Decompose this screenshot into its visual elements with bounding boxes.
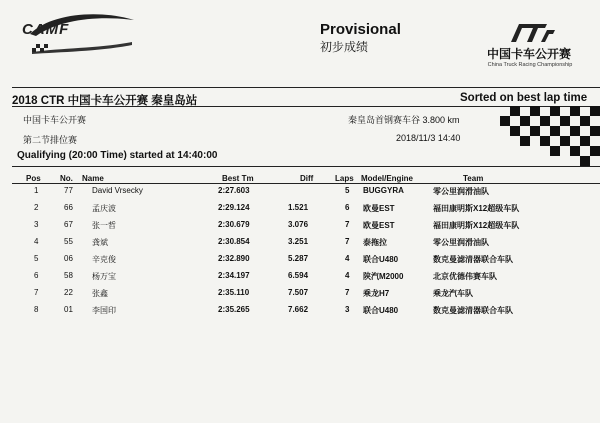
cell-diff: 3.076 bbox=[288, 220, 309, 229]
cell-diff: 7.507 bbox=[288, 288, 309, 297]
cell-best: 2:35.110 bbox=[218, 288, 250, 297]
cell-laps: 6 bbox=[345, 203, 350, 212]
cell-model: BUGGYRA bbox=[363, 186, 404, 195]
cell-laps: 3 bbox=[345, 305, 350, 314]
cell-diff: 3.251 bbox=[288, 237, 309, 246]
camf-logo-text: CAMF bbox=[22, 21, 70, 38]
cell-no: 06 bbox=[64, 254, 73, 263]
ctr-logo-en: China Truck Racing Championship bbox=[487, 62, 573, 68]
table-row bbox=[0, 305, 600, 321]
cell-no: 67 bbox=[64, 220, 73, 229]
col-no-header: No. bbox=[60, 174, 73, 183]
cell-model: 欧曼EST bbox=[363, 204, 395, 213]
cell-team: 福田康明斯X12超级车队 bbox=[433, 204, 520, 213]
cell-model: 乘龙H7 bbox=[363, 289, 390, 298]
cell-diff: 1.521 bbox=[288, 203, 309, 212]
table-row bbox=[0, 237, 600, 253]
ctr-mark-icon bbox=[507, 22, 557, 44]
cell-pos: 8 bbox=[34, 305, 39, 314]
cell-best: 2:35.265 bbox=[218, 305, 250, 314]
championship-name: 中国卡车公开赛 bbox=[23, 115, 87, 125]
header-rule bbox=[12, 87, 600, 88]
table-row bbox=[0, 203, 600, 219]
cell-no: 77 bbox=[64, 186, 73, 195]
col-best-header: Best Tm bbox=[222, 174, 254, 183]
cell-no: 22 bbox=[64, 288, 73, 297]
cell-no: 66 bbox=[64, 203, 73, 212]
cell-laps: 7 bbox=[345, 237, 350, 246]
cell-best: 2:27.603 bbox=[218, 186, 250, 195]
cell-pos: 2 bbox=[34, 203, 39, 212]
cell-laps: 4 bbox=[345, 254, 350, 263]
cell-no: 55 bbox=[64, 237, 73, 246]
col-model-header: Model/Engine bbox=[361, 174, 413, 183]
section-rule bbox=[12, 166, 600, 167]
cell-pos: 7 bbox=[34, 288, 39, 297]
cell-team: 零公里润滑油队 bbox=[433, 238, 489, 247]
cell-pos: 1 bbox=[34, 186, 39, 195]
cell-best: 2:32.890 bbox=[218, 254, 250, 263]
table-row bbox=[0, 271, 600, 287]
cell-name: 孟庆波 bbox=[92, 204, 116, 213]
cell-diff: 7.662 bbox=[288, 305, 309, 314]
cell-laps: 5 bbox=[345, 186, 350, 195]
cell-team: 数克曼滤清器联合车队 bbox=[433, 255, 513, 264]
cell-model: 联合U480 bbox=[363, 306, 399, 315]
track-info: 秦皇岛首钢赛车谷 3.800 km bbox=[348, 115, 460, 125]
cell-no: 01 bbox=[64, 305, 73, 314]
cell-best: 2:30.854 bbox=[218, 237, 250, 246]
ctr-logo-cn: 中国卡车公开赛 bbox=[486, 47, 571, 61]
cell-team: 零公里润滑油队 bbox=[433, 187, 489, 196]
cell-best: 2:29.124 bbox=[218, 203, 250, 212]
cell-team: 乘龙汽车队 bbox=[433, 289, 473, 298]
provisional-label-cn: 初步成绩 bbox=[320, 40, 369, 54]
cell-name: 杨万宝 bbox=[92, 272, 116, 281]
cell-model: 联合U480 bbox=[363, 255, 399, 264]
cell-diff: 5.287 bbox=[288, 254, 309, 263]
col-team-header: Team bbox=[463, 174, 484, 183]
cell-model: 欧曼EST bbox=[363, 221, 395, 230]
cell-model: 陕汽M2000 bbox=[363, 272, 404, 281]
table-row bbox=[0, 254, 600, 270]
cell-pos: 6 bbox=[34, 271, 39, 280]
col-laps-header: Laps bbox=[335, 174, 354, 183]
provisional-label: Provisional bbox=[320, 21, 401, 38]
col-diff-header: Diff bbox=[300, 174, 314, 183]
cell-model: 泰拖拉 bbox=[363, 238, 387, 247]
session-datetime: 2018/11/3 14:40 bbox=[396, 133, 461, 143]
cell-best: 2:30.679 bbox=[218, 220, 250, 229]
qualifying-info: Qualifying (20:00 Time) started at 14:40:00 bbox=[17, 150, 218, 161]
cell-pos: 4 bbox=[34, 237, 39, 246]
session-name: 第二节排位赛 bbox=[23, 135, 78, 145]
checkered-flag-icon bbox=[500, 106, 600, 166]
header-underline bbox=[12, 183, 600, 184]
cell-diff: 6.594 bbox=[288, 271, 309, 280]
cell-pos: 3 bbox=[34, 220, 39, 229]
event-title: 2018 CTR 中国卡车公开赛 秦皇岛站 bbox=[12, 95, 198, 107]
cell-team: 福田康明斯X12超级车队 bbox=[433, 221, 520, 230]
cell-name: David Vrsecky bbox=[92, 186, 143, 195]
cell-name: 辛克俊 bbox=[92, 255, 116, 264]
cell-laps: 7 bbox=[345, 288, 350, 297]
cell-name: 李国印 bbox=[92, 306, 116, 315]
col-name-header: Name bbox=[82, 174, 104, 183]
cell-laps: 4 bbox=[345, 271, 350, 280]
table-row bbox=[0, 288, 600, 304]
cell-pos: 5 bbox=[34, 254, 39, 263]
cell-name: 龚斌 bbox=[92, 238, 108, 247]
sort-note: Sorted on best lap time bbox=[460, 92, 588, 104]
table-row bbox=[0, 220, 600, 236]
cell-name: 张鑫 bbox=[92, 289, 108, 298]
cell-team: 数克曼滤清器联合车队 bbox=[433, 306, 513, 315]
cell-best: 2:34.197 bbox=[218, 271, 250, 280]
table-row bbox=[0, 186, 600, 202]
cell-team: 北京优德伟赛车队 bbox=[433, 272, 497, 281]
col-pos-header: Pos bbox=[26, 174, 41, 183]
cell-name: 张一哲 bbox=[92, 221, 116, 230]
cell-laps: 7 bbox=[345, 220, 350, 229]
cell-no: 58 bbox=[64, 271, 73, 280]
